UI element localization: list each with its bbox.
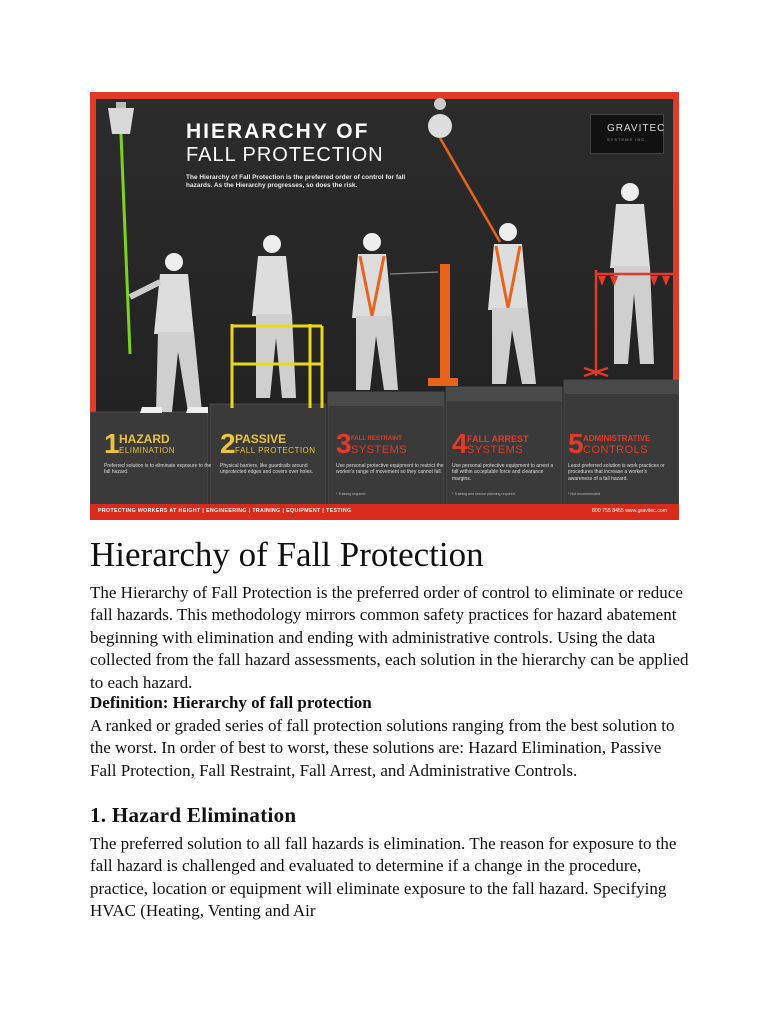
step-description: Physical barriers, like guardrails around unprotected edges and covers over holes. bbox=[220, 463, 314, 476]
step-title-a: ADMINISTRATIVE bbox=[583, 434, 651, 443]
page-title: Hierarchy of Fall Protection bbox=[90, 535, 484, 574]
infographic-image bbox=[90, 92, 679, 520]
step-number: 1 bbox=[104, 428, 120, 459]
step-title-a: PASSIVE bbox=[235, 432, 287, 446]
section-heading-hazard-elimination: 1. Hazard Elimination bbox=[90, 803, 297, 827]
brand-logo bbox=[590, 114, 664, 154]
step-description: Least preferred solution is work practices or procedures that increase a worker's awareness of a fall hazard. bbox=[568, 463, 665, 482]
step-note: * Training required bbox=[336, 492, 366, 496]
step-description: Preferred solution is to eliminate exposure to the fall hazard. bbox=[104, 463, 212, 476]
infographic-intro: The Hierarchy of Fall Protection is the preferred order of control for fall hazards. As the Hierarchy progresses, so does the risk. bbox=[186, 174, 406, 189]
step-title-b: SYSTEMS bbox=[467, 444, 524, 456]
step-title-a: FALL ARREST bbox=[467, 434, 529, 444]
step-number: 2 bbox=[220, 428, 236, 459]
step-title-a: FALL RESTRAINT bbox=[351, 436, 402, 442]
step-title-b: FALL PROTECTION bbox=[235, 446, 316, 455]
step-number: 4 bbox=[452, 428, 468, 459]
step-note: * Not recommended bbox=[568, 492, 600, 496]
infographic-title-line1: HIERARCHY OF bbox=[186, 120, 370, 143]
intro-paragraph: The Hierarchy of Fall Protection is the preferred order of control to eliminate or reduce fall hazards. This methodology mirrors common safety practices for hazard abatement beginning with elimination and ending with administrative controls. Using the data collected from the fall hazard assessments, each solution in the hierarchy can be applied to each hazard. bbox=[90, 583, 689, 692]
step-description: Use personal protective equipment to arrest a fall within acceptable force and clearance margins. bbox=[452, 463, 554, 482]
definition-heading: Definition: Hierarchy of fall protection bbox=[90, 693, 372, 712]
hazard-elimination-paragraph: The preferred solution to all fall hazards is elimination. The reason for exposure to the fall hazard is challenged and evaluated to determine if a change in the procedure, practice, location or equipment will eliminate exposure to the fall hazard. Specifying HVAC (Heating, Venting and Air bbox=[90, 834, 677, 921]
figure-fall-restraint bbox=[352, 233, 458, 390]
brand-name: GRAVITEC bbox=[607, 123, 666, 134]
step-number: 5 bbox=[568, 428, 584, 459]
step-number: 3 bbox=[336, 428, 352, 459]
step-title-b: SYSTEMS bbox=[351, 444, 408, 456]
step-title-b: CONTROLS bbox=[583, 444, 649, 456]
definition-paragraph: A ranked or graded series of fall protection solutions ranging from the best solution to the worst. In order of best to worst, these solutions are: Hazard Elimination, Passive Fall Protection, Fall Restraint, Fall Arrest, and Administrative Controls. bbox=[90, 716, 675, 780]
infographic-title-line2: FALL PROTECTION bbox=[186, 144, 384, 166]
step-title-a: HAZARD bbox=[119, 432, 170, 446]
step-description: Use personal protective equipment to restrict the worker's range of movement so they cannot fall. bbox=[336, 463, 444, 476]
step-note: * Training and rescue planning required bbox=[452, 492, 515, 496]
brand-sub: SYSTEMS INC bbox=[607, 137, 646, 142]
step-title-b: ELIMINATION bbox=[119, 446, 176, 455]
figure-administrative bbox=[584, 183, 679, 376]
footer-contact: 800 755 8455 www.gravitec.com bbox=[592, 508, 667, 514]
footer-tagline: PROTECTING WORKERS AT HEIGHT | ENGINEERING | TRAINING | EQUIPMENT | TESTING bbox=[98, 508, 352, 514]
infographic-footer bbox=[90, 504, 679, 520]
figure-passive-protection bbox=[232, 235, 322, 408]
